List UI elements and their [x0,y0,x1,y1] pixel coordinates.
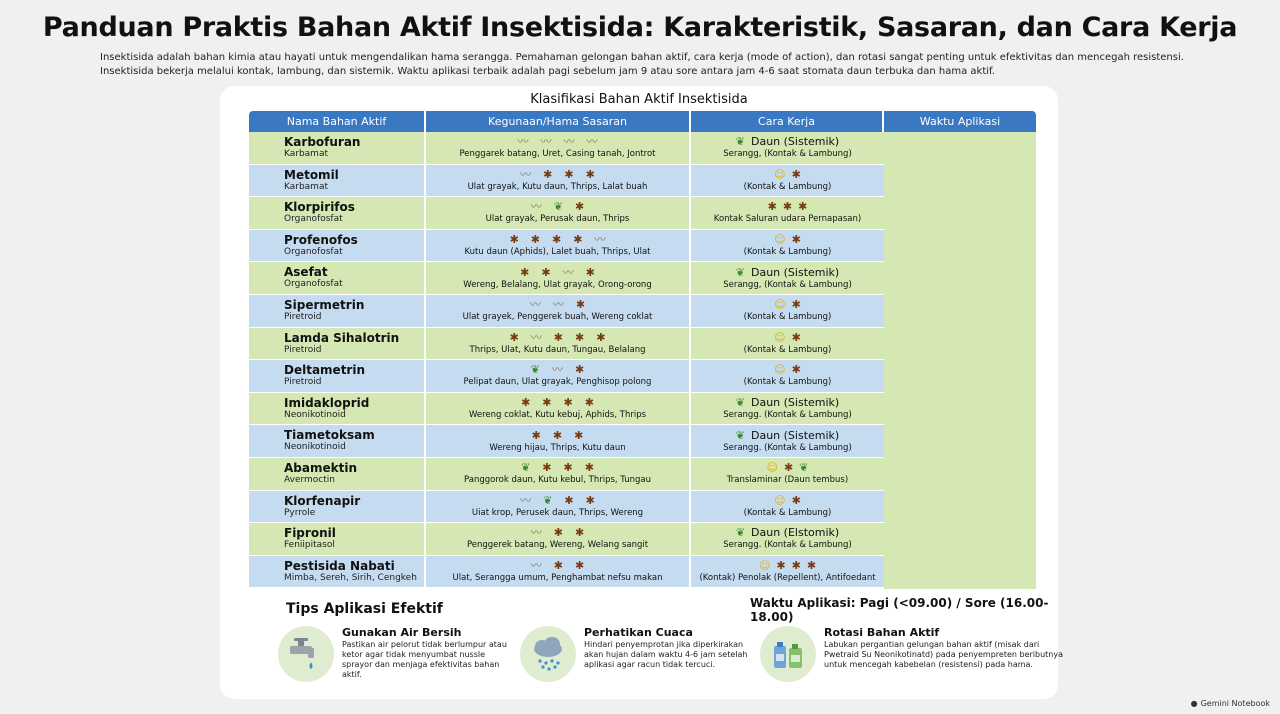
leaf-icon: ❦ [735,135,745,149]
tip-item [520,626,754,682]
table-row [249,491,884,524]
worm-icon: 〰 [520,167,532,181]
mode-icons [774,233,801,247]
target-pests: Kutu daun (Aphids), Lalet buah, Thrips, Ulat [464,247,651,258]
cell-name [249,360,426,392]
bug-icon: ✱ [509,233,519,247]
smile-icon: ☺ [766,461,779,475]
cell-mode [691,328,884,360]
target-icons [531,200,584,214]
table-row [249,360,884,393]
bug-icon: ✱ [563,461,573,475]
tip-heading: Rotasi Bahan Aktif [824,626,940,639]
mode-of-action: (Kontak) Penolak (Repellent), Antifoedant [699,573,876,584]
chemical-group: Karbamat [284,149,328,159]
target-pests: Ulat grayak, Perusak daun, Thrips [485,214,630,225]
target-icons [520,494,595,508]
bug-icon: ✱ [585,265,595,279]
cell-name [249,523,426,555]
cell-name [249,132,426,164]
worm-icon: 〰 [586,135,598,149]
page-title: Panduan Praktis Bahan Aktif Insektisida: Karakteristik, Sasaran, dan Cara Kerja [42,12,1238,43]
cell-name [249,556,426,588]
mode-icons [759,559,816,573]
cell-mode [691,360,884,392]
bug-icon: ✱ [596,330,606,344]
chemical-group: Avermoctin [284,474,335,485]
smile-icon: ☺ [774,493,786,507]
bug-icon: ✱ [806,559,817,573]
header-waktu: Waktu Aplikasi [884,111,1036,132]
active-ingredient-name: Deltametrin [284,363,365,378]
bug-icon: ✱ [564,493,574,507]
target-icons [520,168,595,182]
leaf-icon: ❦ [530,363,540,377]
header-nama: Nama Bahan Aktif [249,111,426,132]
cell-name [249,165,426,197]
mode-icons [767,461,809,475]
cell-targets [426,295,691,327]
active-ingredient-name: Profenofos [284,232,358,247]
target-icons [518,135,598,149]
bug-icon: ✱ [509,330,519,344]
smile-icon: ☺ [774,298,786,312]
leaf-icon: ❦ [735,396,745,410]
chemical-group: Organofosfat [284,246,343,257]
bug-icon: ✱ [553,559,563,573]
leaf-icon: ❦ [543,493,553,507]
active-ingredient-name: Pestisida Nabati [284,558,395,573]
brand-icon: ● [1190,699,1198,708]
bug-icon: ✱ [791,493,801,507]
target-pests: Ulat, Serangga umum, Penghambat nefsu makan [452,573,663,584]
bug-icon: ✱ [584,396,594,410]
table-row [249,523,884,556]
table-row [249,132,884,165]
tip-body: Labukan pergantian gelungan bahan aktif (misak dari Pwetraid Su Neonikotinatd) pada penyempreten beributnya untuk mencegah kabebelan (resistensi) pada hama. [824,640,1064,669]
mode-of-action: (Kontak & Lambung) [743,181,832,192]
mode-of-action: Serangg, (Kontak & Lambung) [723,149,852,160]
intro-paragraph: Insektisida adalah bahan kimia atau hayati untuk mengendalikan hama serangga. Pemahaman gelongan bahan aktif, cara kerja (mode of action), dan rotasi sangat penting untuk efektivitas dan mencegah resistensi. Insektisida bekerja melalui kontak, lambung, dan sistemik. Waktu aplikasi terbaik adalah pagi sebelum jam 9 atau sore antara jam 4-6 saat stomata daun terbuka dan hama aktif. [100,52,1184,77]
chemical-group: Mimba, Sereh, Sirih, Cengkeh [284,572,417,583]
active-ingredient-name: Tiametoksam [284,428,375,443]
mode-of-action: Translaminar (Daun tembus) [726,475,849,486]
cell-name [249,197,426,229]
cell-mode [691,393,884,425]
mode-icons [774,494,801,508]
mode-of-action: Kontak Saluran udara Pernapasan) [713,214,862,225]
worm-icon: 〰 [529,298,541,312]
cell-targets [426,556,691,588]
mode-icons [774,168,801,182]
leaf-icon: ❦ [735,428,745,442]
target-icons [521,461,594,475]
table-body [249,132,884,589]
bug-icon: ✱ [575,298,586,312]
cell-mode [691,458,884,490]
cell-targets [426,360,691,392]
target-icons [510,233,606,247]
cell-mode [691,491,884,523]
mode-icons [736,429,839,443]
table-row [249,295,884,328]
cell-targets [426,523,691,555]
target-icons [531,363,584,377]
bug-icon: ✱ [574,428,584,442]
target-icons [531,526,584,540]
chemical-group: Neonikotinoid [284,409,346,420]
smile-icon: ☺ [774,330,786,344]
target-pests: Wereng, Belalang, Ulat grayak, Orong-orong [463,279,652,290]
mode-of-action: Serangg. (Kontak & Lambung) [723,410,852,421]
target-icons [530,298,585,312]
mode-of-action: (Kontak & Lambung) [743,507,832,518]
bug-icon: ✱ [791,167,801,181]
bug-icon: ✱ [575,330,585,344]
bug-icon: ✱ [575,526,585,540]
target-pests: Panggorok daun, Kutu kebul, Thrips, Tungau [464,475,651,486]
mode-of-action: Serangg. (Kontak & Lambung) [723,540,852,551]
bug-icon: ✱ [575,559,585,573]
cell-targets [426,197,691,229]
active-ingredient-name: Asefat [284,265,328,280]
bug-icon: ✱ [552,233,562,247]
cell-mode [691,262,884,294]
chemical-group: Organofosfat [284,214,343,225]
bug-icon: ✱ [784,461,794,475]
cell-name [249,328,426,360]
mode-top-text: Daun (Elstomik) [751,526,840,540]
bug-icon: ✱ [573,233,583,247]
active-ingredient-name: Sipermetrin [284,297,365,312]
table-row [249,458,884,491]
bug-icon: ✱ [585,167,595,181]
tips-title: Tips Aplikasi Efektif [286,601,443,617]
bug-icon: ✱ [530,233,540,247]
tip-body: Hindari penyemprotan jika diperkirakan akan hujan dalam waktu 4-6 jam setelah aplikasi agar racun tidak tercuci. [584,640,748,669]
cell-targets [426,230,691,262]
cell-targets [426,458,691,490]
bug-icon: ✱ [791,330,801,344]
bug-icon: ✱ [776,559,786,573]
target-pests: Ulat grayek, Penggerek buah, Wereng coklat [462,312,653,323]
mode-icons [774,363,801,377]
worm-icon: 〰 [594,233,606,247]
mode-of-action: (Kontak & Lambung) [743,377,832,388]
mode-top-text: Daun (Sistemik) [750,265,840,279]
active-ingredient-name: Metomil [284,167,339,182]
cell-name [249,491,426,523]
target-pests: Penggerek batang, Wereng, Welang sangit [466,540,649,551]
worm-icon: 〰 [563,135,575,149]
mode-of-action: Serangg, (Kontak & Lambung) [723,279,852,290]
bug-icon: ✱ [767,200,777,214]
chemical-group: Piretroid [284,344,322,355]
mode-icons [774,298,801,312]
faucet-icon [278,626,334,682]
active-ingredient-name: Abamektin [284,460,357,475]
bug-icon: ✱ [553,330,563,344]
bug-icon: ✱ [791,363,801,377]
active-ingredient-name: Fipronil [284,526,336,541]
header-cara-kerja: Cara Kerja [691,111,884,132]
bug-icon: ✱ [791,233,801,247]
tip-item [760,626,1064,682]
bug-icon: ✱ [553,526,563,540]
target-pests: Penggarek batang, Uret, Casing tanah, Jontrot [459,149,656,160]
active-ingredient-name: Klorfenapir [284,493,361,508]
table-header [249,111,1036,132]
bug-icon: ✱ [585,493,595,507]
worm-icon: 〰 [530,559,542,573]
cell-name [249,230,426,262]
chemical-group: Feniipitasol [284,540,335,551]
bug-icon: ✱ [541,265,551,279]
tip-item [278,626,512,682]
active-ingredient-name: Imidakloprid [284,395,370,410]
cell-mode [691,132,884,164]
brand-label [1191,699,1270,708]
header-kegunaan: Kegunaan/Hama Sasaran [426,111,691,132]
table-row [249,197,884,230]
cell-targets [426,165,691,197]
leaf-icon: ❦ [553,200,563,214]
bug-icon: ✱ [531,428,541,442]
rain-cloud-icon [520,626,576,682]
cell-targets [426,328,691,360]
active-ingredient-name: Lamda Sihalotrin [284,330,400,345]
table-title: Klasifikasi Bahan Aktif Insektisida [530,92,748,107]
leaf-icon: ❦ [735,526,746,540]
target-pests: Pelipat daun, Ulat grayak, Penghisop polong [463,377,652,388]
mode-icons [768,200,808,214]
waktu-column [884,132,1036,589]
worm-icon: 〰 [530,200,542,214]
target-icons [531,559,584,573]
bug-icon: ✱ [584,461,594,475]
mode-of-action: (Kontak & Lambung) [743,247,832,258]
bug-icon: ✱ [563,396,573,410]
target-pests: Wereng hijau, Thrips, Kutu daun [489,442,626,453]
cell-targets [426,132,691,164]
worm-icon: 〰 [530,526,542,540]
cell-targets [426,425,691,457]
leaf-icon: ❦ [735,265,745,279]
worm-icon: 〰 [517,135,529,149]
worm-icon: 〰 [552,298,564,312]
mode-top-text: Daun (Sistemik) [750,428,840,442]
table-row [249,230,884,263]
smile-icon: ☺ [774,363,786,377]
bug-icon: ✱ [782,200,793,214]
mode-icons [736,266,839,280]
bug-icon: ✱ [552,428,563,442]
smile-icon: ☺ [758,559,771,573]
chemical-group: Neonikotinoid [284,442,346,453]
chemical-group: Organofosfat [284,279,343,290]
smile-icon: ☺ [774,167,786,181]
bug-icon: ✱ [521,396,531,410]
bug-icon: ✱ [791,559,801,573]
tip-heading: Perhatikan Cuaca [584,626,693,639]
cell-name [249,295,426,327]
bug-icon: ✱ [520,265,530,279]
mode-top-text: Daun (Sistemik) [750,396,840,410]
target-icons [521,396,594,410]
chemical-group: Piretroid [284,311,322,322]
active-ingredient-name: Karbofuran [284,135,361,149]
cell-name [249,262,426,294]
mode-icons [736,526,839,540]
bug-icon: ✱ [575,200,585,214]
chemical-group: Karbamat [284,181,328,192]
cell-targets [426,393,691,425]
table-row [249,393,884,426]
cell-mode [691,425,884,457]
leaf-icon: ❦ [521,461,531,475]
leaf-icon: ❦ [799,461,809,475]
table-row [249,425,884,458]
worm-icon: 〰 [552,363,563,377]
bug-icon: ✱ [791,298,801,312]
mode-icons [736,135,839,149]
target-icons [532,429,584,443]
mode-top-text: Daun (Sistemik) [750,135,840,149]
cell-name [249,425,426,457]
cell-mode [691,295,884,327]
cell-mode [691,556,884,588]
mode-of-action: (Kontak & Lambung) [743,344,832,355]
cell-targets [426,262,691,294]
target-pests: Uiat krop, Perusek daun, Thrips, Wereng [471,507,644,518]
active-ingredient-name: Klorpirifos [284,200,355,215]
target-pests: Wereng coklat, Kutu kebuj, Aphids, Thrips [468,410,647,421]
worm-icon: 〰 [562,265,574,279]
cell-name [249,458,426,490]
bug-icon: ✱ [542,396,552,410]
target-icons [510,331,606,345]
cell-mode [691,165,884,197]
bug-icon: ✱ [798,200,808,214]
smile-icon: ☺ [774,233,786,247]
bug-icon: ✱ [575,363,585,377]
bug-icon: ✱ [564,167,574,181]
bug-icon: ✱ [543,167,553,181]
worm-icon: 〰 [540,135,552,149]
bug-icon: ✱ [542,461,552,475]
mode-icons [736,396,839,410]
cell-mode [691,197,884,229]
target-icons [520,266,595,280]
target-pests: Ulat grayak, Kutu daun, Thrips, Lalat buah [467,181,648,192]
table-row [249,262,884,295]
insecticide-table [249,111,1036,589]
brand-name: Gemini Notebook [1200,699,1270,708]
cell-mode [691,523,884,555]
tip-heading: Gunakan Air Bersih [342,626,462,639]
worm-icon: 〰 [520,493,532,507]
chemical-group: Piretroid [284,377,322,388]
cell-mode [691,230,884,262]
worm-icon: 〰 [530,330,542,344]
mode-of-action: (Kontak & Lambung) [743,312,832,323]
table-row [249,556,884,589]
bottles-icon [760,626,816,682]
content-card [220,86,1064,699]
table-row [249,165,884,198]
mode-icons [774,331,801,345]
table-row [249,328,884,361]
chemical-group: Pyrrole [284,507,316,518]
mode-of-action: Serangg. (Kontak & Lambung) [723,442,852,453]
target-pests: Thrips, Ulat, Kutu daun, Tungau, Belalang [469,344,646,355]
waktu-aplikasi-note: Waktu Aplikasi: Pagi (<09.00) / Sore (16.00-18.00) [750,596,1049,624]
cell-name [249,393,426,425]
cell-targets [426,491,691,523]
tip-body: Pastikan air pelorut tidak berlumpur atau ketor agar tidak menyumbat nussle sprayor dan menjaga efektivitas bahan aktif. [342,640,507,679]
